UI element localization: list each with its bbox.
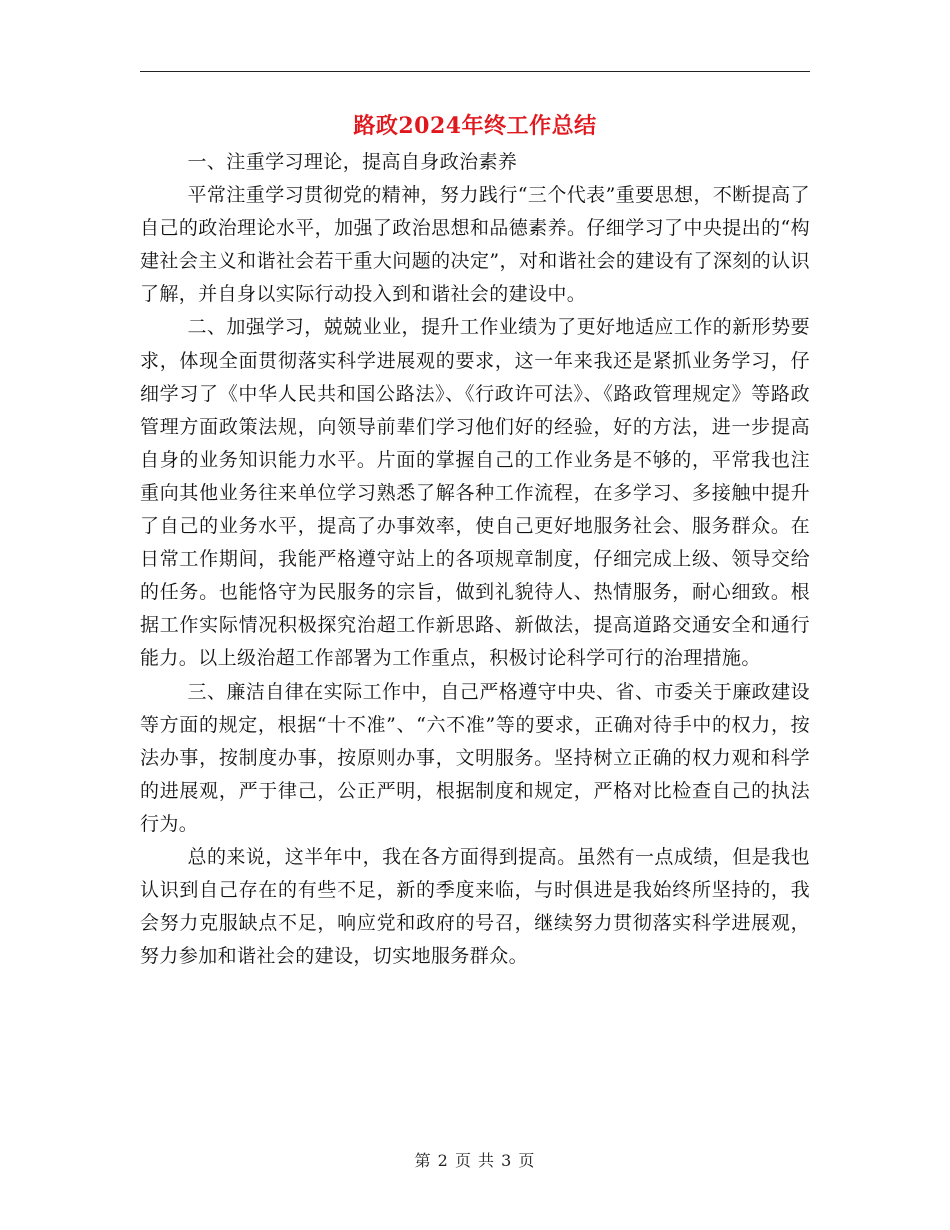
document-title: 路政2024年终工作总结 xyxy=(353,113,597,139)
summary-paragraph: 总的来说，这半年中，我在各方面得到提高。虽然有一点成绩，但是我也认识到自己存在的有些不足，新的季度来临，与时俱进是我始终所坚持的，我会努力克服缺点不足，响应党和政府的号召，继续努力贯彻落实科学进展观，努力参加和谐社会的建设，切实地服务群众。 xyxy=(140,845,810,968)
section-3-paragraph: 三、廉洁自律在实际工作中，自己严格遵守中央、省、市委关于廉政建设等方面的规定，根据“十不准”、“六不准”等的要求，正确对待手中的权力，按法办事，按制度办事，按原则办事，文明服务。坚持树立正确的权力观和科学的进展观，严于律己，公正严明，根据制度和规定，严格对比检查自己的执法行为。 xyxy=(140,680,810,835)
document-body xyxy=(140,146,810,973)
paragraph-1: 平常注重学习贯彻党的精神，努力践行“三个代表”重要思想，不断提高了自己的政治理论水平，加强了政治思想和品德素养。仔细学习了中央提出的“构建社会主义和谐社会若干重大问题的决定”，对和谐社会的建设有了深刻的认识了解，并自身以实际行动投入到和谐社会的建设中。 xyxy=(140,184,810,306)
section-heading-1: 一、注重学习理论，提高自身政治素养 xyxy=(187,151,518,173)
section-2-paragraph: 二、加强学习，兢兢业业，提升工作业绩为了更好地适应工作的新形势要求，体现全面贯彻落实科学进展观的要求，这一年来我还是紧抓业务学习，仔细学习了《中华人民共和国公路法》、《行政许可法》、《路政管理规定》等路政管理方面政策法规，向领导前辈们学习他们好的经验，好的方法，进一步提高自身的业务知识能力水平。片面的掌握自己的工作业务是不够的，平常我也注重向其他业务往来单位学习熟悉了解各种工作流程，在多学习、多接触中提升了自己的业务水平，提高了办事效率，使自己更好地服务社会、服务群众。在日常工作期间，我能严格遵守站上的各项规章制度，仔细完成上级、领导交给的任务。也能恪守为民服务的宗旨，做到礼貌待人、热情服务，耐心细致。根据工作实际情况积极探究治超工作新思路、新做法，提高道路交通安全和通行能力。以上级治超工作部署为工作重点，积极讨论科学可行的治理措施。 xyxy=(140,316,810,670)
page-number: 第 2 页 共 3 页 xyxy=(414,1151,536,1170)
header-rule xyxy=(140,71,810,72)
